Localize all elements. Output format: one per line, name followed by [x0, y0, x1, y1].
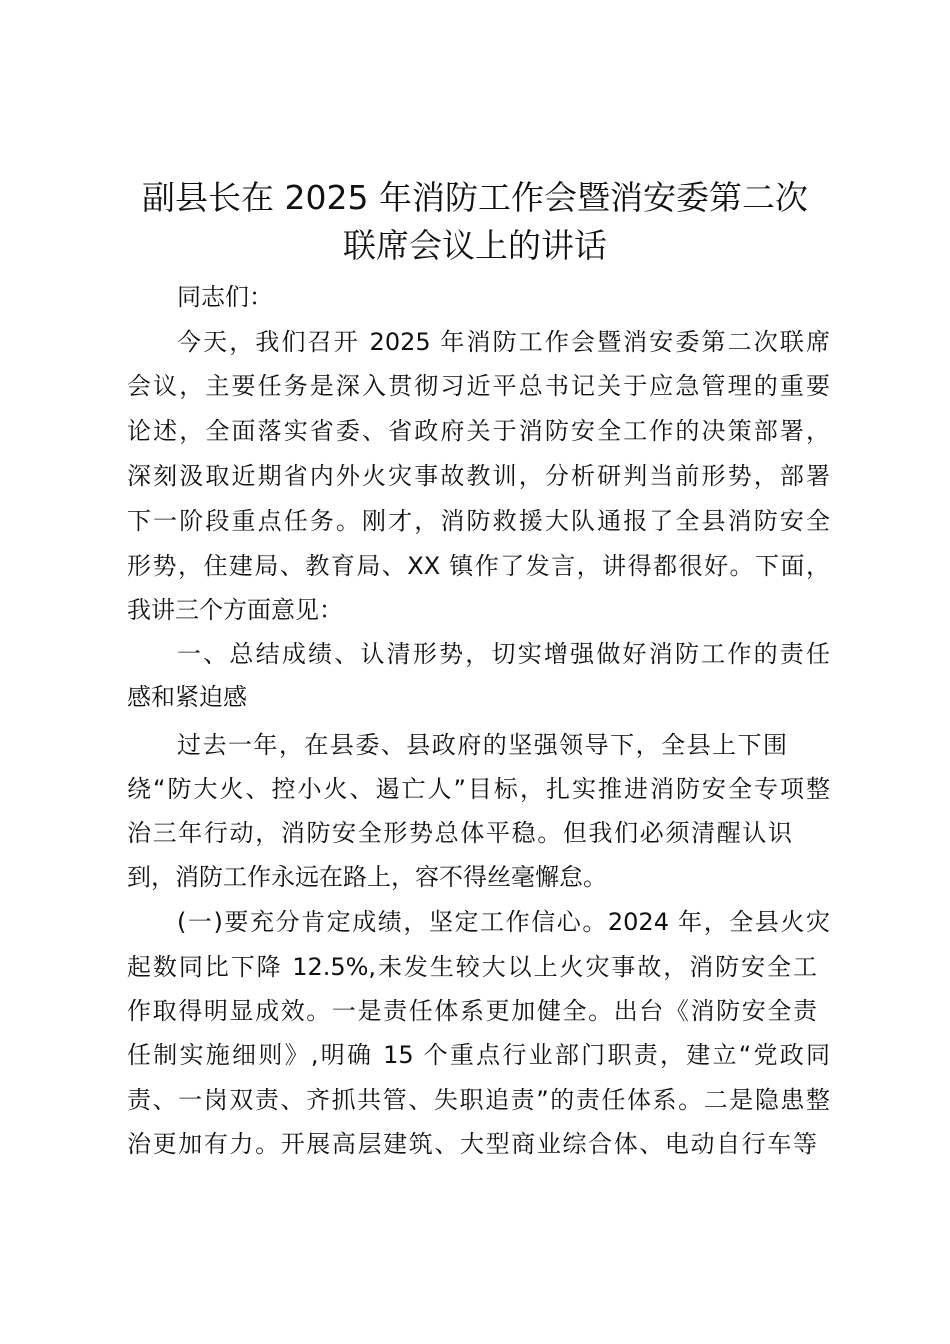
text-line: 治三年行动，消防安全形势总体平稳。但我们必须清醒认识	[127, 819, 792, 847]
text-line: 深刻汲取近期省内外火灾事故教训，分析研判当前形势，部署	[127, 462, 830, 490]
text-line: 论述，全面落实省委、省政府关于消防安全工作的决策部署，	[127, 417, 830, 445]
text-line: 感和紧迫感	[127, 683, 247, 711]
document-title-line-2: 联席会议上的讲话	[343, 226, 607, 265]
text-line: 责、一岗双责、齐抓共管、失职追责”的责任体系。二是隐患整	[127, 1086, 830, 1114]
text-line: 作取得明显成效。一是责任体系更加健全。出台《消防安全责	[127, 997, 817, 1025]
text-line: 起数同比下降 12.5%,未发生较大以上火灾事故，消防安全工	[127, 953, 817, 981]
text-line: 到，消防工作永远在路上，容不得丝毫懈怠。	[127, 863, 607, 891]
text-line: 形势，住建局、教育局、XX 镇作了发言，讲得都很好。下面，	[127, 552, 830, 580]
text-line: (一)要充分肯定成绩，坚定工作信心。2024 年，全县火灾	[177, 908, 830, 936]
text-line: 一、总结成绩、认清形势，切实增强做好消防工作的责任	[177, 640, 830, 668]
text-line: 我讲三个方面意见：	[127, 596, 343, 624]
text-line: 会议，主要任务是深入贯彻习近平总书记关于应急管理的重要	[127, 372, 830, 400]
text-line: 同志们：	[177, 283, 273, 311]
document-title-line-1: 副县长在 2025 年消防工作会暨消安委第二次	[142, 178, 808, 217]
text-line: 下一阶段重点任务。刚才，消防救援大队通报了全县消防安全	[127, 507, 830, 535]
text-line: 治更加有力。开展高层建筑、大型商业综合体、电动自行车等	[127, 1130, 817, 1158]
text-line: 过去一年，在县委、县政府的坚强领导下，全县上下围	[177, 731, 787, 759]
text-line: 今天，我们召开 2025 年消防工作会暨消安委第二次联席	[177, 328, 830, 356]
text-line: 任制实施细则》,明确 15 个重点行业部门职责，建立“党政同	[127, 1041, 830, 1069]
text-line: 绕“防大火、控小火、遏亡人”目标，扎实推进消防安全专项整	[127, 775, 830, 803]
